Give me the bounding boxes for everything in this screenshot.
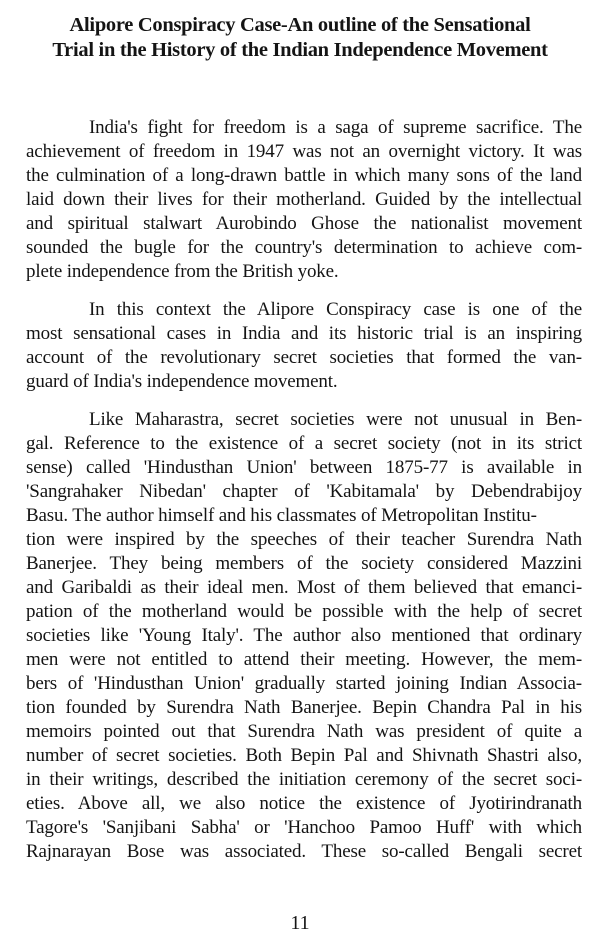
paragraph-3-line: memoirs pointed out that Surendra Nath was president of quite a <box>26 721 582 742</box>
paragraph-3-line: eties. Above all, we also notice the existence of Jyotirindranath <box>26 793 582 814</box>
paragraph-1-line: India's fight for freedom is a saga of supreme sacrifice. The <box>89 117 582 138</box>
paragraph-2-line: In this context the Alipore Conspiracy case is one of the <box>89 299 582 320</box>
paragraph-2-line: account of the revolutionary secret societies that formed the van- <box>26 347 582 368</box>
paragraph-3-line: men were not entitled to attend their meeting. However, the mem- <box>26 649 582 670</box>
paragraph-3-line: number of secret societies. Both Bepin Pal and Shivnath Shastri also, <box>26 745 582 766</box>
paragraph-3-line: sense) called 'Hindusthan Union' between 1875-77 is available in <box>26 457 582 478</box>
paragraph-1-line: the culmination of a long-drawn battle in which many sons of the land <box>26 165 582 186</box>
paragraph-3-line: tion were inspired by the speeches of their teacher Surendra Nath <box>26 529 582 550</box>
chapter-title-line-2: Trial in the History of the Indian Independence Movement <box>52 39 548 61</box>
paragraph-3-line: Rajnarayan Bose was associated. These so-called Bengali secret <box>26 841 582 862</box>
paragraph-3-line: Basu. The author himself and his classmates of Metropolitan Institu- <box>26 505 537 526</box>
paragraph-3-line: in their writings, described the initiation ceremony of the secret soci- <box>26 769 582 790</box>
paragraph-1-line: sounded the bugle for the country's determination to achieve com- <box>26 237 582 258</box>
paragraph-3-line: Like Maharastra, secret societies were not unusual in Ben- <box>89 409 582 430</box>
page-number: 11 <box>290 912 310 934</box>
paragraph-3-line: 'Sangrahaker Nibedan' chapter of 'Kabitamala' by Debendrabijoy <box>26 481 582 502</box>
paragraph-3-line: tion founded by Surendra Nath Banerjee. Bepin Chandra Pal in his <box>26 697 582 718</box>
paragraph-3-line: societies like 'Young Italy'. The author also mentioned that ordinary <box>26 625 582 646</box>
chapter-title-line-1: Alipore Conspiracy Case-An outline of the Sensational <box>69 14 531 36</box>
paragraph-3-line: Banerjee. They being members of the society considered Mazzini <box>26 553 582 574</box>
paragraph-2-line: guard of India's independence movement. <box>26 371 338 392</box>
paragraph-3-line: bers of 'Hindusthan Union' gradually started joining Indian Associa- <box>26 673 582 694</box>
paragraph-3-line: pation of the motherland would be possible with the help of secret <box>26 601 582 622</box>
paragraph-1-line: laid down their lives for their motherland. Guided by the intellectual <box>26 189 582 210</box>
paragraph-1-line: achievement of freedom in 1947 was not an overnight victory. It was <box>26 141 582 162</box>
paragraph-2-line: most sensational cases in India and its historic trial is an inspiring <box>26 323 582 344</box>
paragraph-3-line: Tagore's 'Sanjibani Sabha' or 'Hanchoo Pamoo Huff' with which <box>26 817 582 838</box>
paragraph-1-line: plete independence from the British yoke. <box>26 261 339 282</box>
paragraph-3-line: and Garibaldi as their ideal men. Most of them believed that emanci- <box>26 577 582 598</box>
paragraph-3-line: gal. Reference to the existence of a secret society (not in its strict <box>26 433 582 454</box>
paragraph-1-line: and spiritual stalwart Aurobindo Ghose the nationalist movement <box>26 213 582 234</box>
